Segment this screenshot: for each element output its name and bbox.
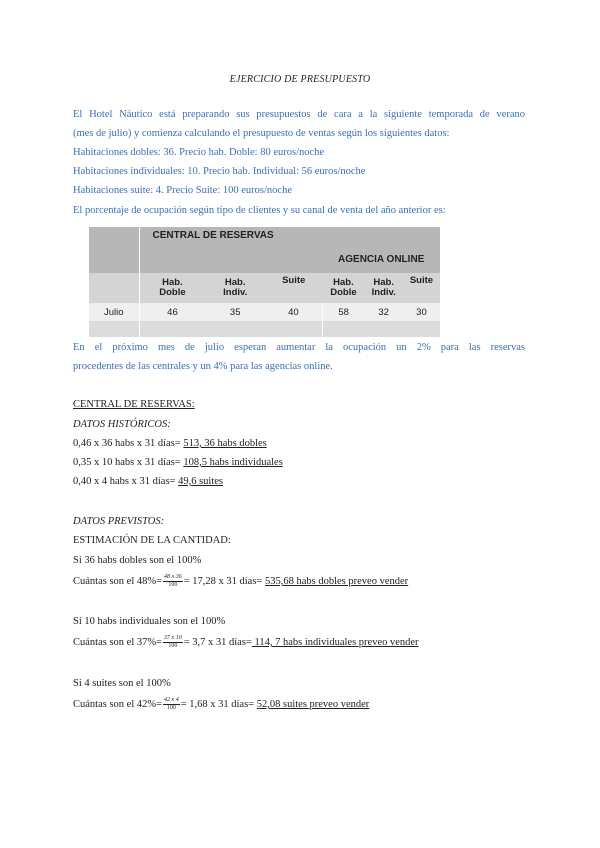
doubles-intro-line: Si 36 habs dobles son el 100% xyxy=(73,555,202,566)
table-cell: 40 xyxy=(265,303,322,321)
suites-calc-line: Cuántas son el 42%= $\frac{42 x 4}{100}$ = 1,68 x 31 días= 52,08 suites preveo vender xyxy=(73,697,370,711)
historical-line-suites: 0,40 x 4 habs x 31 días= 49,6 suites xyxy=(73,476,224,487)
table-cell: 30 xyxy=(403,303,440,321)
col-header-central-indiv: Hab. Indiv. xyxy=(205,273,265,303)
historical-line-individuals: 0,35 x 10 habs x 31 días= 108,5 habs individuales xyxy=(73,457,283,468)
col-header-online-indiv: Hab. Indiv. xyxy=(364,273,402,303)
table-column-header-row xyxy=(89,273,440,303)
table-row xyxy=(89,303,440,321)
col-header-online-doble: Hab. Doble xyxy=(322,273,364,303)
forecast-data-heading: DATOS PREVISTOS: xyxy=(73,516,165,527)
agencia-online-header: AGENCIA ONLINE xyxy=(322,227,440,273)
intro-doubles-line: Habitaciones dobles: 36. Precio hab. Doble: 80 euros/noche xyxy=(73,147,325,158)
occupancy-table xyxy=(89,227,440,337)
document-title: EJERCICIO DE PRESUPUESTO xyxy=(229,74,371,85)
doubles-calc-line: Cuántas son el 48%= $\frac{48 x 36}{100}$ = 17,28 x 31 días= 535,68 habs dobles preveo vender xyxy=(73,574,409,588)
col-header-central-suite: Suite xyxy=(265,273,322,303)
table-cell: 32 xyxy=(364,303,402,321)
forecast-paragraph-line-1: En el próximo mes de julio esperan aumentar la ocupación un 2% para las reservas xyxy=(73,342,525,353)
intro-individuals-line: Habitaciones individuales: 10. Precio hab. Individual: 56 euros/noche xyxy=(73,166,366,177)
central-reservas-heading: CENTRAL DE RESERVAS: xyxy=(73,399,195,410)
intro-occupancy-line: El porcentaje de ocupación según tipo de clientes y su canal de venta del año anterior es: xyxy=(73,205,446,216)
table-cell: 35 xyxy=(205,303,265,321)
col-header-central-doble: Hab. Doble xyxy=(139,273,205,303)
fraction: $\frac{48 x 36}{100}$ xyxy=(164,574,182,588)
quantity-estimate-heading: ESTIMACIÓN DE LA CANTIDAD: xyxy=(73,535,231,546)
fraction: $\frac{37 x 10}{100}$ xyxy=(164,635,182,649)
table-cell: 46 xyxy=(139,303,205,321)
table-group-header-row xyxy=(89,227,440,273)
historical-line-doubles: 0,46 x 36 habs x 31 días= 513, 36 habs dobles xyxy=(73,438,267,449)
historical-data-heading: DATOS HISTÓRICOS: xyxy=(73,419,171,430)
fraction: $\frac{42 x 4}{100}$ xyxy=(164,697,179,711)
col-header-online-suite: Suite xyxy=(403,273,440,303)
table-empty-row xyxy=(89,321,440,337)
central-reservas-header: CENTRAL DE RESERVAS xyxy=(139,227,322,273)
individuals-intro-line: Si 10 habs individuales son el 100% xyxy=(73,616,226,627)
individuals-calc-line: Cuántas son el 37%= $\frac{37 x 10}{100}$ = 3,7 x 31 días= 114, 7 habs individuales preveo vender xyxy=(73,635,419,649)
table-corner-cell xyxy=(89,227,139,273)
table-header-blank xyxy=(89,273,139,303)
suites-intro-line: Si 4 suites son el 100% xyxy=(73,678,171,689)
table-cell: 58 xyxy=(322,303,364,321)
row-label-julio: Julio xyxy=(89,303,139,321)
intro-paragraph-line-2: (mes de julio) y comienza calculando el presupuesto de ventas según los siguientes datos: xyxy=(73,128,450,139)
intro-suites-line: Habitaciones suite: 4. Precio Suite: 100 euros/noche xyxy=(73,185,292,196)
forecast-paragraph-line-2: procedentes de las centrales y un 4% para las agencias online. xyxy=(73,361,333,372)
intro-paragraph-line-1: El Hotel Náutico está preparando sus presupuestos de cara a la siguiente temporada de verano xyxy=(73,109,525,120)
